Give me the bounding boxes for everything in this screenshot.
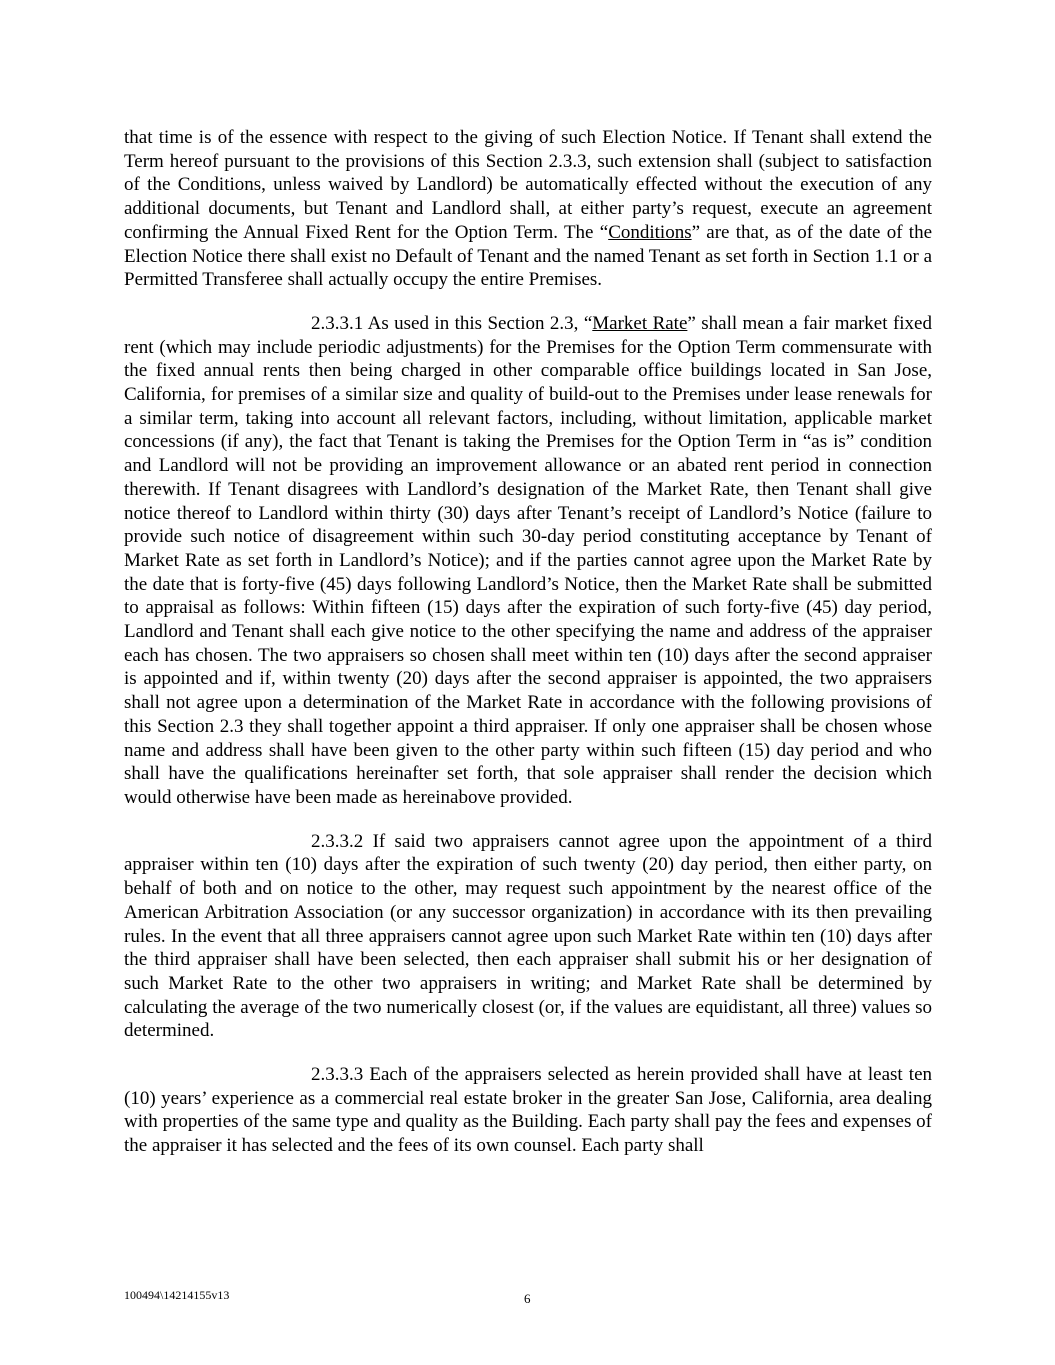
defined-term-conditions: Conditions (608, 221, 692, 243)
document-body (124, 126, 932, 1178)
paragraph-text: As used in this Section 2.3, “ (363, 312, 593, 334)
paragraph-text: If said two appraisers cannot agree upon the appointment of a third appraiser within ten (10) days after the expiration of such twenty (20) day period, then either party, on behalf of both and on notice to the other, may request such appointment by the nearest office of the American Arbitration Association (or any successor organization) in accordance with its then prevailing rules. In the event that all three appraisers cannot agree upon such Market Rate within ten (10) days after the third appraiser shall have been selected, then each appraiser shall submit his or her designation of such Market Rate to the other two appraisers in writing; and Market Rate shall be determined by calculating the average of the two numerically closest (or, if the values are equidistant, all three) values so determined. (124, 830, 932, 1042)
section-2-3-3-3 (124, 1063, 932, 1158)
section-2-3-3-2 (124, 830, 932, 1043)
section-number: 2.3.3.3 (311, 1064, 364, 1086)
defined-term-market-rate: Market Rate (592, 312, 688, 334)
paragraph-text: Each of the appraisers selected as herein provided shall have at least ten (10) years’ experience as a commercial real estate broker in the greater San Jose, California, area dealing with properties of the same type and quality as the Building. Each party shall pay the fees and expenses of the appraiser it has selected and the fees of its own counsel. Each party shall (124, 1064, 932, 1157)
footer-document-id: 100494\14214155v13 (124, 1288, 230, 1302)
section-2-3-3-1 (124, 312, 932, 810)
section-number: 2.3.3.1 (311, 312, 364, 334)
paragraph-text: ” are that, as of the date of the Election Notice there shall exist no Default of Tenant and the named Tenant as set forth in Section 1.1 or a Permitted Transferee shall actually occupy the entire Premises. (124, 221, 933, 291)
footer-page-number: 6 (524, 1291, 531, 1306)
paragraph-conditions (124, 126, 932, 292)
paragraph-text: ” shall mean a fair market fixed rent (which may include periodic adjustments) for the Premises for the Option Term commensurate with the fixed annual rents then being charged in other comparable office buildings located in San Jose, California, for premises of a similar size and quality of build-out to the Premises under lease renewals for a similar term, taking into account all relevant factors, including, without limitation, applicable market concessions (if any), the fact that Tenant is taking the Premises for the Option Term in “as is” condition and Landlord will not be providing an improvement allowance or an abated rent period in connection therewith. If Tenant disagrees with Landlord’s designation of the Market Rate, then Tenant shall give notice thereof to Landlord within thirty (30) days after Tenant’s receipt of Landlord’s Notice (failure to provide such notice of disagreement within such 30-day period constituting acceptance by Tenant of Market Rate as set forth in Landlord’s Notice); and if the parties cannot agree upon the Market Rate by the date that is forty-five (45) days following Landlord’s Notice, then the Market Rate shall be submitted to appraisal as follows: Within fifteen (15) days after the expiration of such forty-five (45) day period, Landlord and Tenant shall each give notice to the other specifying the name and address of the appraiser each has chosen. The two appraisers so chosen shall meet within ten (10) days after the second appraiser is appointed and if, within twenty (20) days after the second appraiser is appointed, the two appraisers shall not agree upon a determination of the Market Rate in accordance with the following provisions of this Section 2.3 they shall together appoint a third appraiser. If only one appraiser shall be chosen whose name and address shall have been given to the other party within such fifteen (15) day period and who shall have the qualifications hereinafter set forth, that sole appraiser shall render the decision which would otherwise have been made as hereinabove provided. (124, 312, 932, 808)
paragraph-text: that time is of the essence with respect to the giving of such Election Notice. If Tenant shall extend the Term hereof pursuant to the provisions of this Section 2.3.3, such extension shall (subject to satisfaction of the Conditions, unless waived by Landlord) be automatically effected without the execution of any additional documents, but Tenant and Landlord shall, at either party’s request, execute an agreement confirming the Annual Fixed Rent for the Option Term. The “ (124, 127, 932, 243)
section-number: 2.3.3.2 (311, 830, 364, 852)
